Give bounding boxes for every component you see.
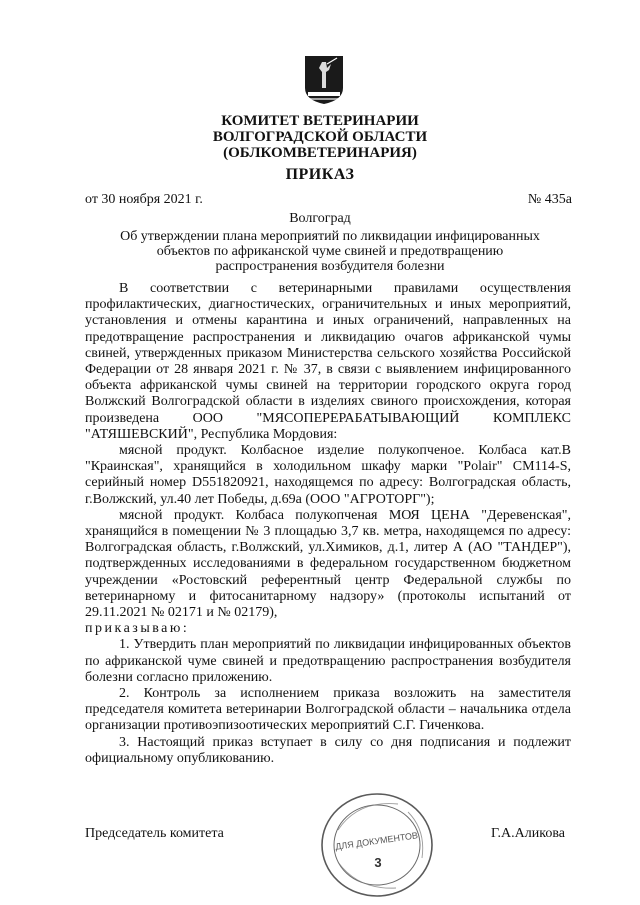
product-paragraph-2-text: мясной продукт. Колбаса полукопченая МОЯ ЦЕНА "Деревенская", хранящийся в помещении № 3 площадью 3,7 кв. метра, находящемся по адресу: Волгоградская область, г.Волжский, ул.Химиков, д.1, литер А (АО "ТАНДЕР"), подтвержденных исследованиями в федеральном государственном бюджетном учреждении «Ростовский референтный центр Федеральной службы по ветеринарному и фитосанитарному надзору» (протоколы испытаний от 29.11.2021 № 02171 и № 02179), bbox=[85, 507, 571, 621]
order-body bbox=[85, 281, 571, 767]
stamp-center-text: ДЛЯ ДОКУМЕНТОВ bbox=[334, 830, 419, 852]
item-1: 1. Утвердить план мероприятий по ликвидации инфицированных объектов по африканской чуме свиней и предотвращению распространения возбудителя болезни согласно приложению. bbox=[85, 637, 571, 685]
order-date: от 30 ноября 2021 г. bbox=[85, 192, 203, 207]
city: Волгоград bbox=[289, 211, 351, 226]
item-3: 3. Настоящий приказ вступает в силу со дня подписания и подлежит официальному опубликованию. bbox=[85, 734, 571, 766]
organization-header bbox=[0, 113, 640, 161]
signatory-name: Г.А.Аликова bbox=[491, 826, 565, 841]
order-directive: приказываю: bbox=[85, 621, 190, 637]
order-number: № 435а bbox=[527, 192, 572, 207]
coat-of-arms-emblem bbox=[303, 54, 345, 106]
title-line2: объектов по африканской чуме свиней и предотвращению bbox=[156, 244, 504, 259]
org-short-name: (ОБЛКОМВЕТЕРИНАРИЯ) bbox=[223, 145, 417, 161]
org-name-line2: ВОЛГОГРАДСКОЙ ОБЛАСТИ bbox=[212, 129, 428, 145]
org-name-line1: КОМИТЕТ ВЕТЕРИНАРИИ bbox=[221, 113, 419, 129]
signatory-position: Председатель комитета bbox=[85, 826, 224, 841]
product-paragraph-1: мясной продукт. Колбасное изделие полукопченое. Колбаса кат.В "Краинская", хранящийся в холодильном шкафу марки "Polair" CM114-S, серийный номер D551820921, находящемся по адресу: Волгоградская область, г.Волжский, ул.40 лет Победы, д.69а (ООО "АГРОТОРГ"); bbox=[85, 443, 571, 507]
date-number-row bbox=[85, 192, 572, 208]
title-line3: распространения возбудителя болезни bbox=[215, 259, 445, 274]
stamp-number: 3 bbox=[374, 855, 382, 870]
title-line1: Об утверждении плана мероприятий по ликвидации инфицированных bbox=[120, 229, 540, 244]
item-2: 2. Контроль за исполнением приказа возложить на заместителя председателя комитета ветеринарии Волгоградской области – начальника отдела организации противоэпизоотических мероприятий С.Г. Гиченкова. bbox=[85, 686, 571, 734]
order-title bbox=[90, 229, 570, 274]
round-stamp bbox=[318, 790, 436, 900]
document-type: ПРИКАЗ bbox=[285, 166, 355, 183]
preamble-paragraph: В соответствии с ветеринарными правилами осуществления профилактических, диагностических, ограничительных и иных мероприятий, установления и отмены карантина и иных ограничений, направленных на предотвращение распространения и ликвидацию очагов африканской чумы свиней, утвержденных приказом Министерства сельского хозяйства Российской Федерации от 28 января 2021 г. № 37, в связи с выявлением инфицированного объекта африканской чумы свиней на территории городского округа город Волжский Волгоградской области в изделиях свиного происхождения, которая произведена ООО "МЯСОПЕРЕРАБАТЫВАЮЩИЙ КОМПЛЕКС "АТЯШЕВСКИЙ", Республика Мордовия: bbox=[85, 281, 571, 442]
product-paragraph-2 bbox=[85, 508, 571, 638]
